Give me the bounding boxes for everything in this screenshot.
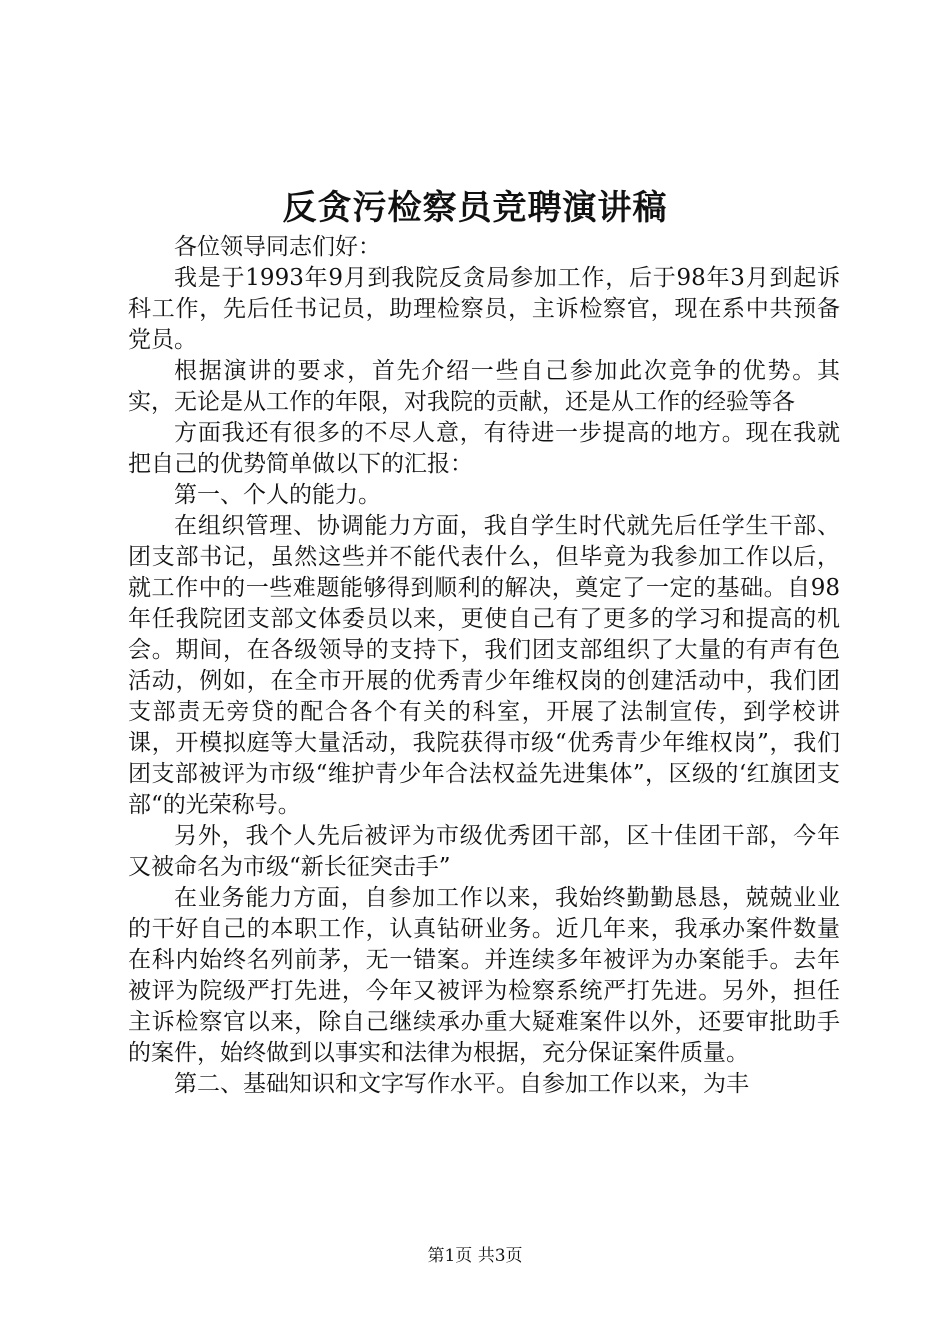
paragraph-advantages-cont: 方面我还有很多的不尽人意，有待进一步提高的地方。现在我就把自己的优势简单做以下的汇报： [128, 420, 840, 477]
paragraph-advantages-lead: 根据演讲的要求，首先介绍一些自己参加此次竞争的优势。其实，无论是从工作的年限，对我院的贡献，还是从工作的经验等各 [128, 358, 840, 415]
paragraph-honors: 另外，我个人先后被评为市级优秀团干部，区十佳团干部，今年又被命名为市级“新长征突击手” [128, 823, 840, 880]
paragraph-greeting: 各位领导同志们好： [174, 234, 381, 260]
paragraph-heading-knowledge: 第二、基础知识和文字写作水平。自参加工作以来，为丰 [174, 1071, 749, 1097]
paragraph-heading-ability: 第一、个人的能力。 [174, 482, 381, 508]
page-number: 第1页 共3页 [427, 1246, 523, 1266]
paragraph-business: 在业务能力方面，自参加工作以来，我始终勤勤恳恳，兢兢业业的干好自己的本职工作，认真钻研业务。近几年来，我承办案件数量在科内始终名列前茅，无一错案。并连续多年被评为办案能手。去年被评为院级严打先进，今年又被评为检察系统严打先进。另外，担任主诉检察官以来，除自己继续承办重大疑难案件以外，还要审批助手的案件，始终做到以事实和法律为根据，充分保证案件质量。 [128, 885, 840, 1066]
paragraph-management: 在组织管理、协调能力方面，我自学生时代就先后任学生干部、团支部书记，虽然这些并不能代表什么，但毕竟为我参加工作以后，就工作中的一些难题能够得到顺利的解决，奠定了一定的基础。自98年任我院团支部文体委员以来，更使自己有了更多的学习和提高的机会。期间，在各级领导的支持下，我们团支部组织了大量的有声有色活动，例如，在全市开展的优秀青少年维权岗的创建活动中，我们团支部责无旁贷的配合各个有关的科室，开展了法制宣传，到学校讲课，开模拟庭等大量活动，我院获得市级“优秀青少年维权岗”，我们团支部被评为市级“维护青少年合法权益先进集体”，区级的‘红旗团支部“的光荣称号。 [128, 513, 840, 818]
paragraph-intro: 我是于1993年9月到我院反贪局参加工作，后于98年3月到起诉科工作，先后任书记员，助理检察员，主诉检察官，现在系中共预备党员。 [128, 265, 840, 353]
document-body [128, 232, 840, 1100]
document-title: 反贪污检察员竞聘演讲稿 [282, 188, 668, 228]
